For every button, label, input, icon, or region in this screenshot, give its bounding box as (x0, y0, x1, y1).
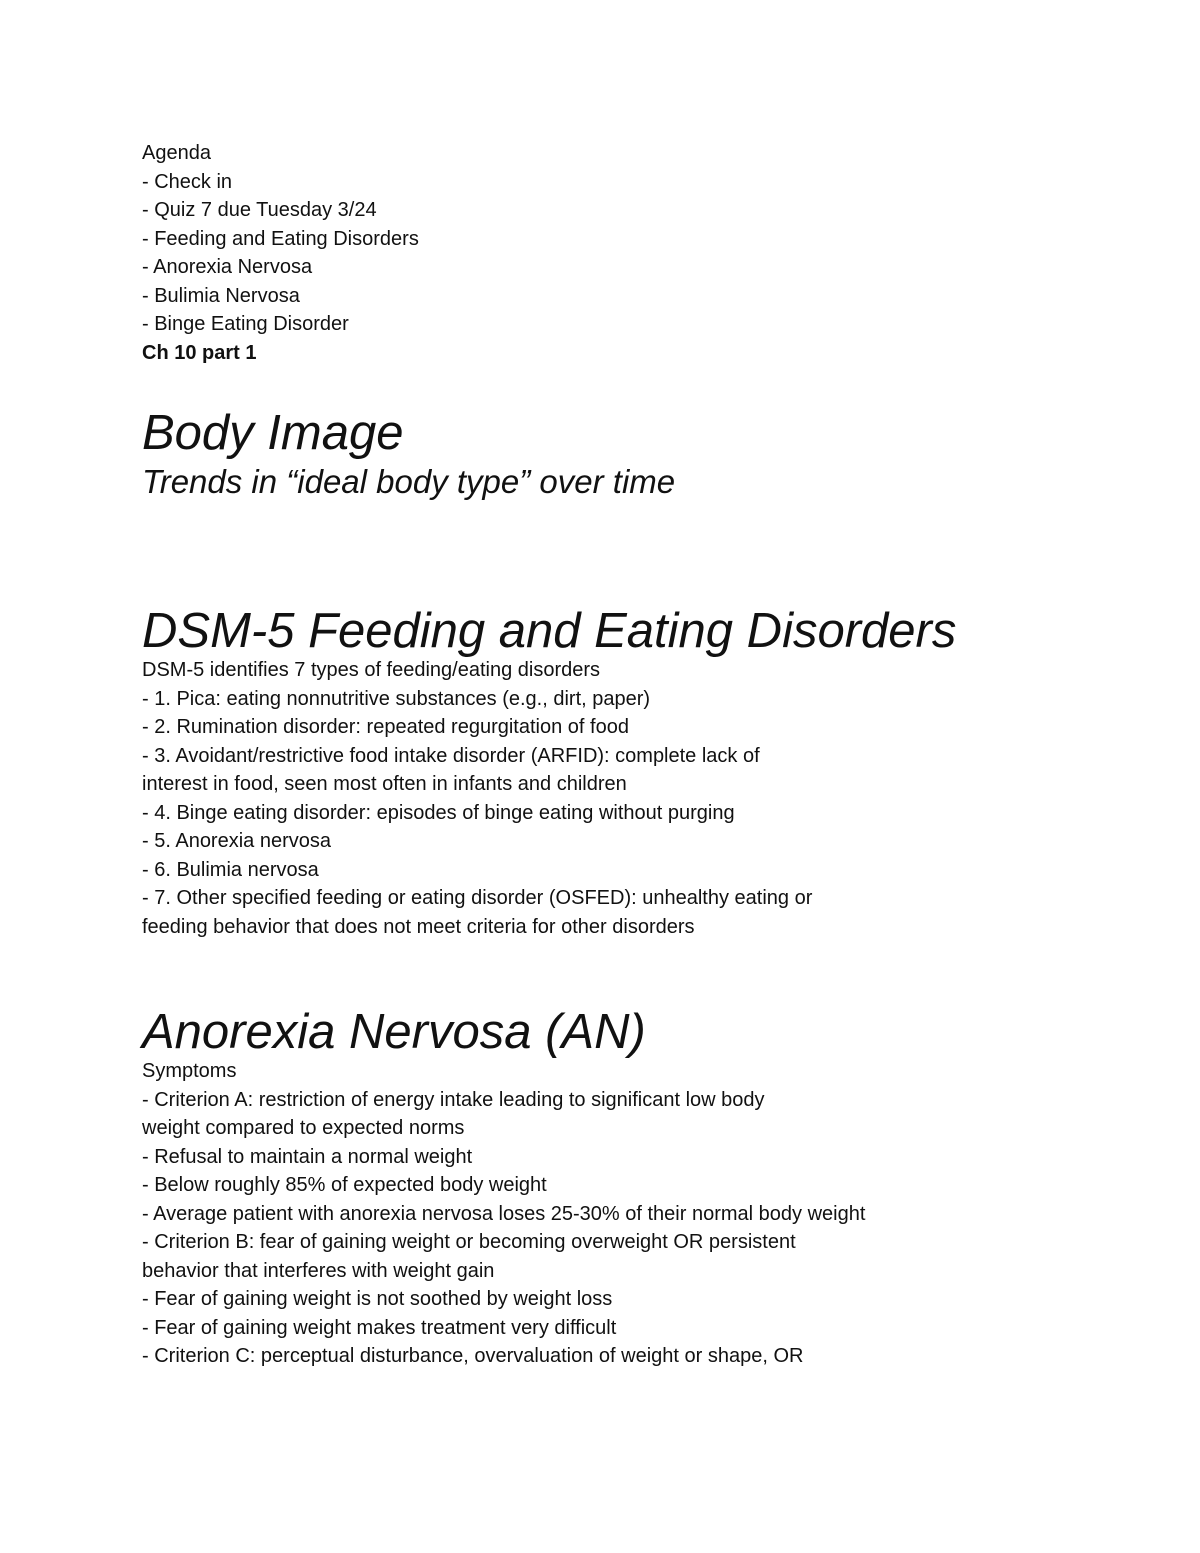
anorexia-heading: Anorexia Nervosa (AN) (142, 1005, 646, 1059)
dsm-line: - 3. Avoidant/restrictive food intake disorder (ARFID): complete lack of (142, 744, 760, 767)
anorexia-intro: Symptoms (142, 1060, 237, 1082)
dsm-line: feeding behavior that does not meet criteria for other disorders (142, 915, 695, 938)
dsm-section (142, 603, 1142, 941)
anorexia-line: - Refusal to maintain a normal weight (142, 1145, 473, 1168)
body-image-subheading: Trends in “ideal body type” over time (142, 463, 676, 500)
anorexia-line: - Criterion C: perceptual disturbance, overvaluation of weight or shape, OR (142, 1345, 804, 1367)
agenda-item: - Quiz 7 due Tuesday 3/24 (142, 199, 377, 221)
agenda-section (142, 139, 1142, 367)
anorexia-line: - Fear of gaining weight makes treatment very difficult (142, 1316, 617, 1339)
agenda-item: - Bulimia Nervosa (142, 284, 300, 307)
anorexia-section (142, 1004, 1142, 1371)
document-page (142, 139, 1142, 1371)
dsm-line: - 4. Binge eating disorder: episodes of binge eating without purging (142, 801, 735, 824)
dsm-line: - 6. Bulimia nervosa (142, 858, 319, 881)
agenda-item: - Check in (142, 170, 233, 193)
dsm-line: - 1. Pica: eating nonnutritive substances (e.g., dirt, paper) (142, 687, 651, 710)
dsm-heading: DSM-5 Feeding and Eating Disorders (142, 604, 957, 658)
anorexia-line: behavior that interferes with weight gain (142, 1259, 495, 1282)
dsm-line: - 5. Anorexia nervosa (142, 830, 331, 852)
dsm-line: - 2. Rumination disorder: repeated regurgitation of food (142, 716, 629, 738)
agenda-item: - Feeding and Eating Disorders (142, 227, 419, 250)
dsm-intro: DSM-5 identifies 7 types of feeding/eating disorders (142, 659, 601, 681)
anorexia-line: - Fear of gaining weight is not soothed by weight loss (142, 1288, 613, 1310)
dsm-line: interest in food, seen most often in infants and children (142, 773, 627, 795)
agenda-item: - Binge Eating Disorder (142, 313, 349, 335)
anorexia-line: - Average patient with anorexia nervosa loses 25-30% of their normal body weight (142, 1202, 866, 1225)
dsm-line: - 7. Other specified feeding or eating disorder (OSFED): unhealthy eating or (142, 887, 813, 909)
anorexia-line: - Criterion B: fear of gaining weight or becoming overweight OR persistent (142, 1231, 796, 1253)
body-image-section (142, 405, 1142, 502)
agenda-title: Agenda (142, 142, 211, 164)
anorexia-line: - Below roughly 85% of expected body weight (142, 1174, 547, 1196)
agenda-item: - Anorexia Nervosa (142, 256, 313, 278)
anorexia-line: weight compared to expected norms (142, 1117, 465, 1139)
chapter-label: Ch 10 part 1 (142, 341, 257, 364)
anorexia-line: - Criterion A: restriction of energy intake leading to significant low body (142, 1088, 765, 1111)
body-image-heading: Body Image (142, 406, 404, 460)
